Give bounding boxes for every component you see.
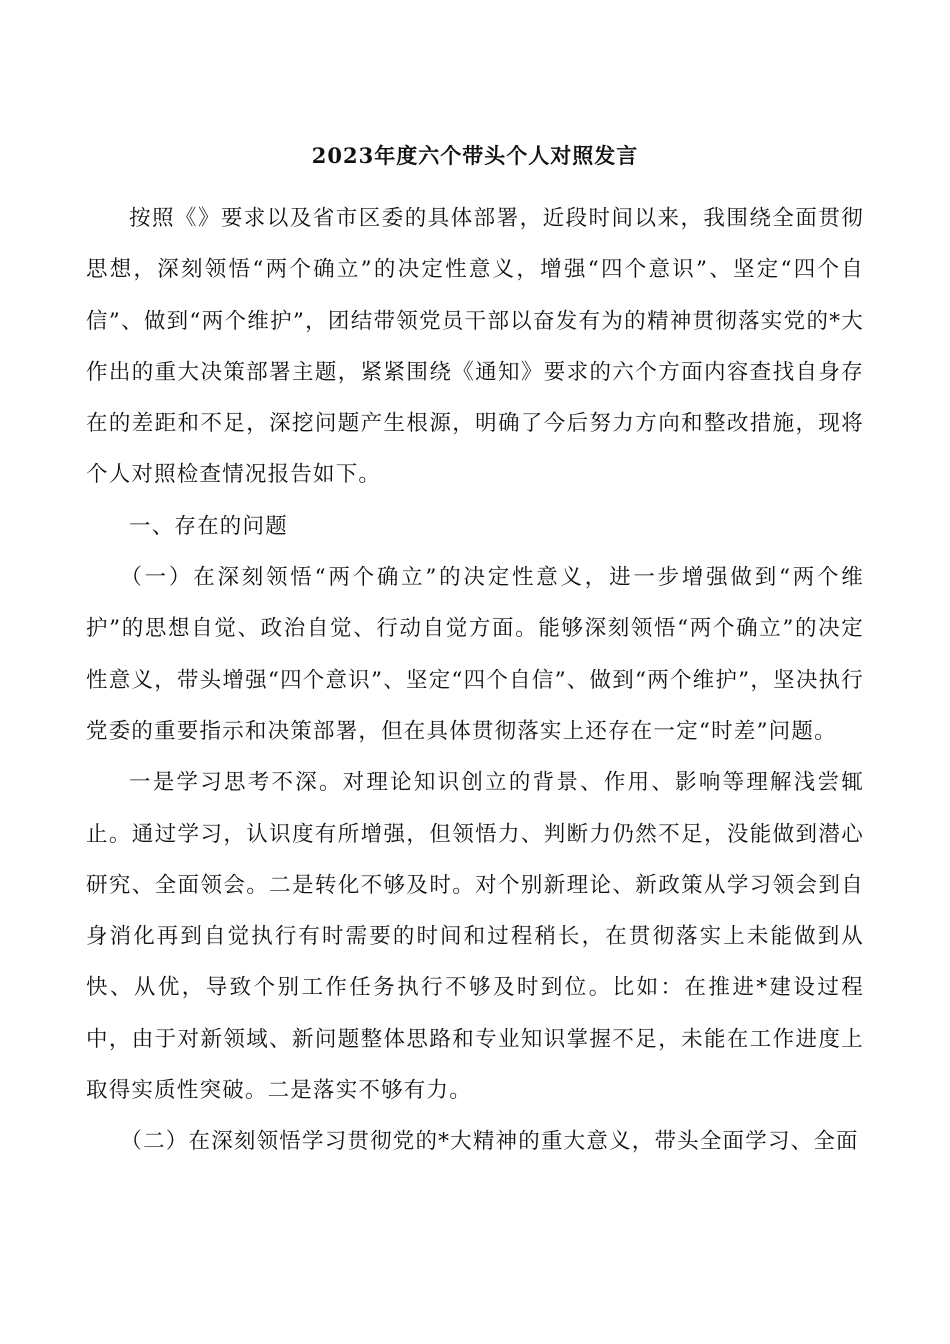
- paragraph-subsection-1: （一）在深刻领悟“两个确立”的决定性意义，进一步增强做到“两个维护”的思想自觉、政治自觉、行动自觉方面。能够深刻领悟“两个确立”的决定性意义，带头增强“四个意识”、坚定“四个自信”、做到“两个维护”，坚决执行党委的重要指示和决策部署，但在具体贯彻落实上还存在一定“时差”问题。: [86, 565, 864, 744]
- document-body: [86, 193, 864, 1168]
- section-heading: 一、存在的问题: [129, 513, 288, 539]
- paragraph-intro: 按照《》要求以及省市区委的具体部署，近段时间以来，我围绕全面贯彻思想，深刻领悟“两个确立”的决定性意义，增强“四个意识”、坚定“四个自信”、做到“两个维护”，团结带领党员干部以奋发有为的精神贯彻落实党的*大作出的重大决策部署主题，紧紧围绕《通知》要求的六个方面内容查找自身存在的差距和不足，深挖问题产生根源，明确了今后努力方向和整改措施，现将个人对照检查情况报告如下。: [86, 206, 864, 488]
- paragraph-subsection-2: （二）在深刻领悟学习贯彻党的*大精神的重大意义，带头全面学习、全面: [120, 1129, 859, 1155]
- paragraph-problems: 一是学习思考不深。对理论知识创立的背景、作用、影响等理解浅尝辄止。通过学习，认识度有所增强，但领悟力、判断力仍然不足，没能做到潜心研究、全面领会。二是转化不够及时。对个别新理论、新政策从学习领会到自身消化再到自觉执行有时需要的时间和过程稍长，在贯彻落实上未能做到从快、从优，导致个别工作任务执行不够及时到位。比如：在推进*建设过程中，由于对新领域、新问题整体思路和专业知识掌握不足，未能在工作进度上取得实质性突破。二是落实不够有力。: [86, 770, 864, 1104]
- document-title: 2023年度六个带头个人对照发言: [311, 143, 639, 168]
